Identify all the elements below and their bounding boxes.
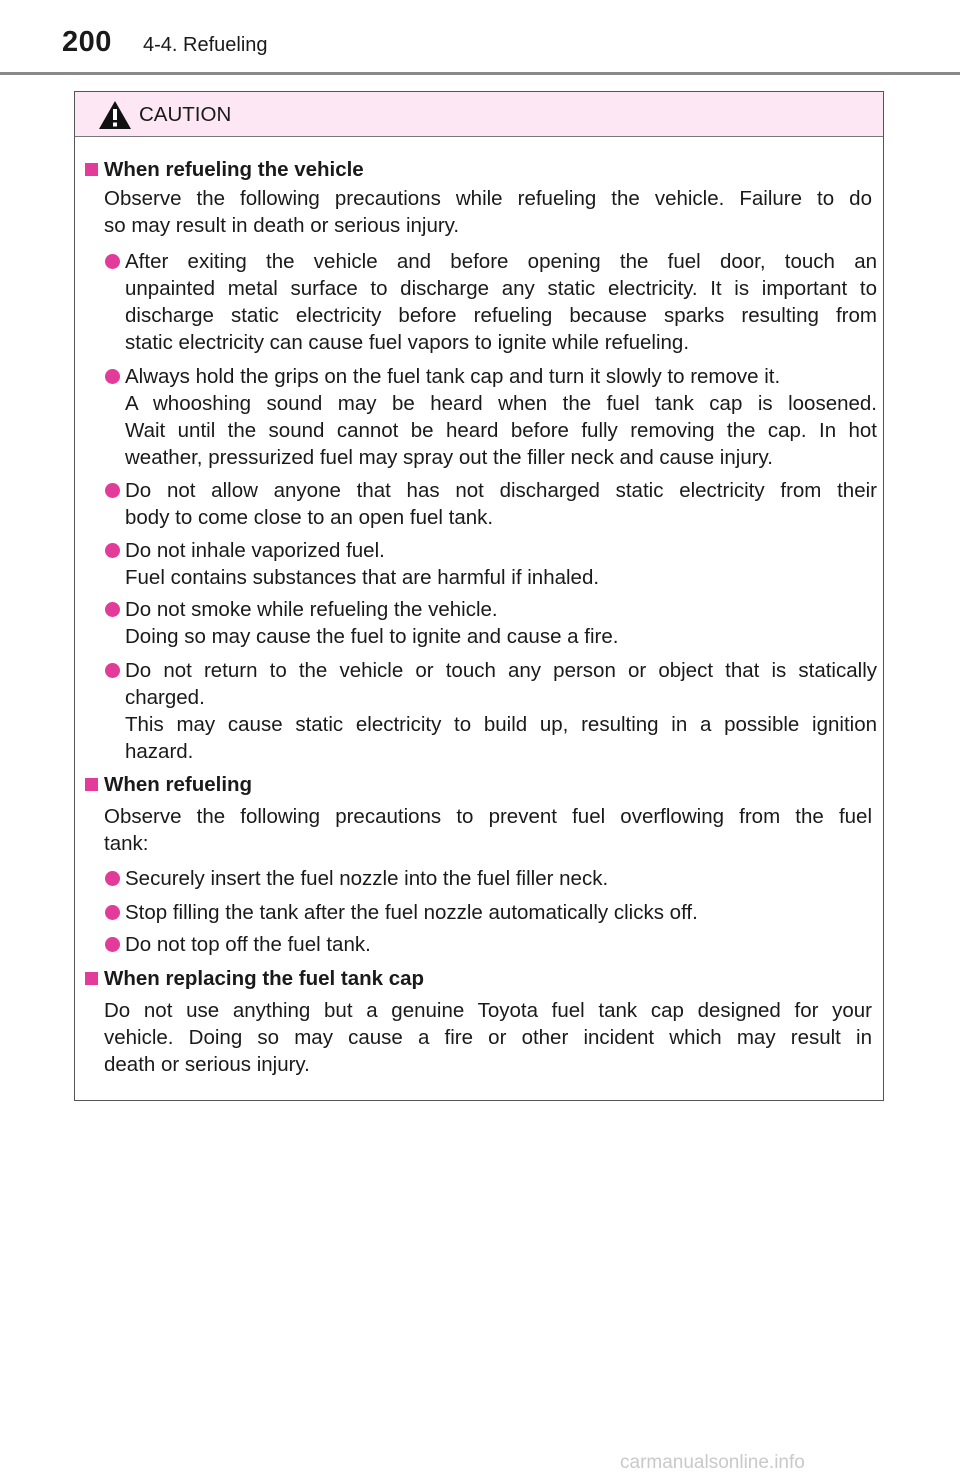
section-intro-line: Observe the following precautions while refueling the vehicle. Failure to do (104, 187, 872, 210)
bullet-line: weather, pressurized fuel may spray out the filler neck and cause injury. (125, 446, 773, 469)
bullet-line: Do not inhale vaporized fuel. (125, 539, 385, 562)
section-intro-line: Observe the following precautions to prevent fuel overflowing from the fuel (104, 805, 872, 828)
bullet-line: Wait until the sound cannot be heard before fully removing the cap. In hot (125, 419, 877, 442)
caution-header (75, 92, 883, 137)
section-intro-line: Do not use anything but a genuine Toyota fuel tank cap designed for your (104, 999, 872, 1022)
bullet-line: After exiting the vehicle and before opening the fuel door, touch an (125, 250, 877, 273)
bullet-line: charged. (125, 686, 205, 709)
bullet-dot (105, 871, 120, 886)
section-intro-line: vehicle. Doing so may cause a fire or other incident which may result in (104, 1026, 872, 1049)
section-heading: When refueling (104, 773, 253, 796)
caution-box (74, 91, 884, 1101)
bullet-line: Do not smoke while refueling the vehicle. (125, 598, 498, 621)
bullet-line: A whooshing sound may be heard when the fuel tank cap is loosened. (125, 392, 877, 415)
bullet-line: Doing so may cause the fuel to ignite and cause a fire. (125, 625, 619, 648)
bullet-dot (105, 254, 120, 269)
section-marker-square (85, 163, 98, 176)
bullet-line: Do not allow anyone that has not discharged static electricity from their (125, 479, 877, 502)
section-intro-line: so may result in death or serious injury. (104, 214, 460, 237)
watermark: carmanualsonline.info (620, 1452, 805, 1473)
section-intro-line: tank: (104, 832, 149, 855)
section-heading: When refueling the vehicle (104, 158, 364, 181)
bullet-dot (105, 663, 120, 678)
bullet-line: body to come close to an open fuel tank. (125, 506, 494, 529)
section-intro-line: death or serious injury. (104, 1053, 310, 1076)
bullet-line: Fuel contains substances that are harmful if inhaled. (125, 566, 600, 589)
bullet-line: hazard. (125, 740, 194, 763)
bullet-dot (105, 602, 120, 617)
bullet-dot (105, 543, 120, 558)
page-number: 200 (62, 26, 112, 58)
warning-triangle-icon (98, 100, 132, 130)
bullet-dot (105, 937, 120, 952)
header-rule (0, 72, 960, 75)
bullet-line: discharge static electricity before refueling because sparks resulting from (125, 304, 877, 327)
section-title: 4-4. Refueling (143, 34, 268, 56)
bullet-line: Do not top off the fuel tank. (125, 933, 371, 956)
bullet-dot (105, 483, 120, 498)
bullet-line: unpainted metal surface to discharge any static electricity. It is important to (125, 277, 877, 300)
bullet-dot (105, 369, 120, 384)
bullet-line: Securely insert the fuel nozzle into the fuel filler neck. (125, 867, 609, 890)
section-heading: When replacing the fuel tank cap (104, 967, 425, 990)
bullet-line: This may cause static electricity to build up, resulting in a possible ignition (125, 713, 877, 736)
caution-label: CAUTION (139, 103, 232, 126)
bullet-line: Do not return to the vehicle or touch any person or object that is statically (125, 659, 877, 682)
bullet-line: Always hold the grips on the fuel tank cap and turn it slowly to remove it. (125, 365, 781, 388)
bullet-line: static electricity can cause fuel vapors to ignite while refueling. (125, 331, 690, 354)
bullet-dot (105, 905, 120, 920)
bullet-line: Stop filling the tank after the fuel nozzle automatically clicks off. (125, 901, 698, 924)
section-marker-square (85, 972, 98, 985)
section-marker-square (85, 778, 98, 791)
page-header (0, 0, 960, 76)
